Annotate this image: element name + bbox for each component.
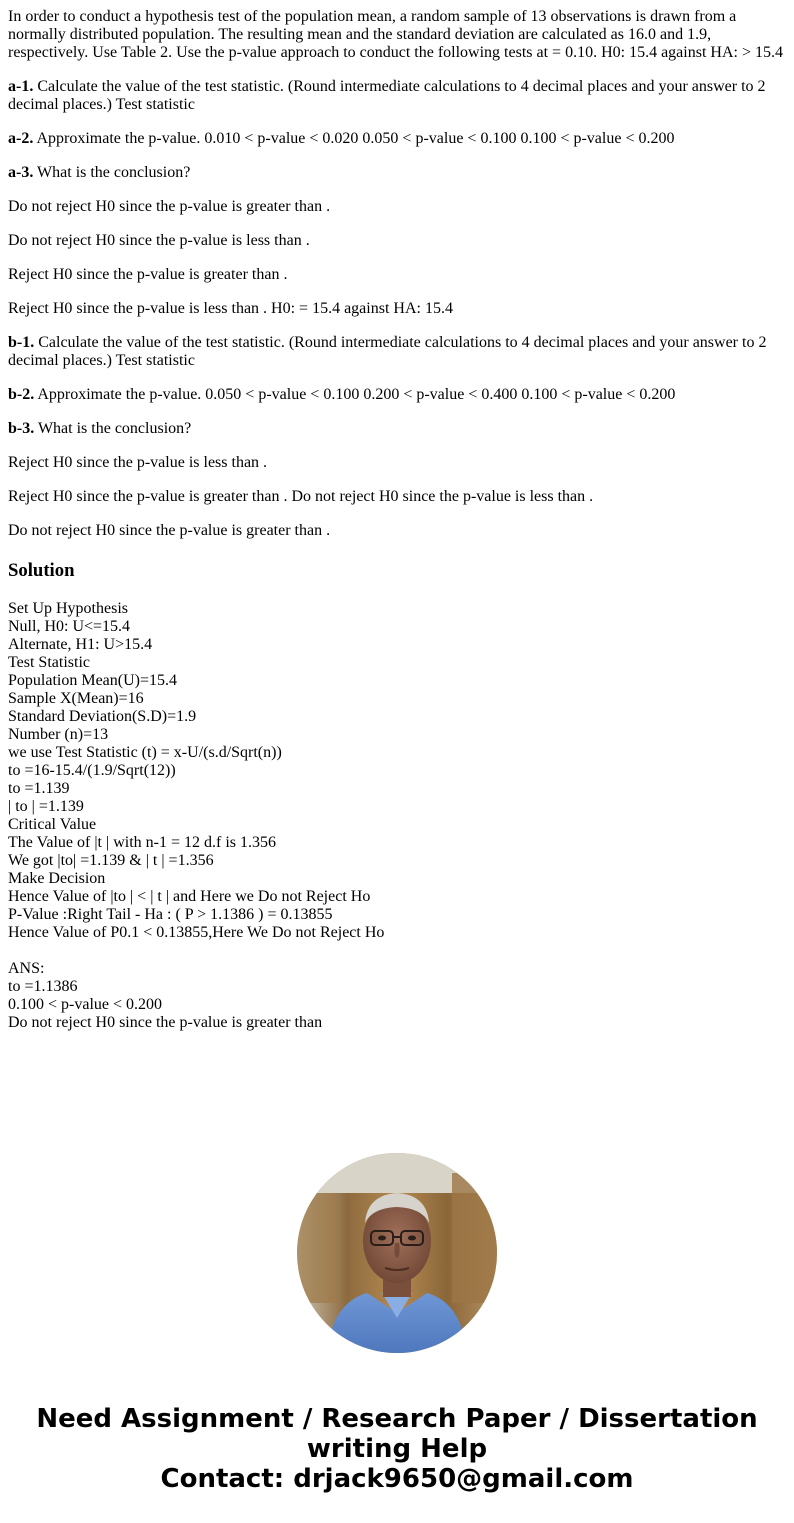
solution-line: to =1.139: [8, 780, 70, 797]
part-a1-text: Calculate the value of the test statistic. (Round intermediate calculations to 4 decimal places and your answer to 2 decimal places.) Test statistic: [8, 78, 766, 113]
answer-line: Do not reject H0 since the p-value is greater than: [8, 1014, 323, 1031]
part-b2-label: b-2.: [8, 386, 35, 403]
part-b1: [8, 334, 786, 370]
author-avatar: [297, 1153, 497, 1353]
part-b1-text: Calculate the value of the test statistic. (Round intermediate calculations to 4 decimal places and your answer to 2 decimal places.) Test statistic: [8, 334, 767, 369]
solution-line: Make Decision: [8, 870, 106, 887]
part-a2-label: a-2.: [8, 130, 34, 147]
part-b3-label: b-3.: [8, 420, 35, 437]
part-a2: [8, 130, 786, 148]
part-a3-label: a-3.: [8, 164, 34, 181]
promo-banner: [0, 1404, 794, 1494]
solution-line: to =16-15.4/(1.9/Sqrt(12)): [8, 762, 176, 779]
solution-line: Alternate, H1: U>15.4: [8, 636, 153, 653]
b3-option-1: Reject H0 since the p-value is less than .: [8, 454, 268, 471]
solution-line: Number (n)=13: [8, 726, 109, 743]
answer-line: to =1.1386: [8, 978, 78, 995]
solution-heading: Solution: [8, 560, 75, 581]
part-b3: [8, 420, 786, 438]
a3-option-4: Reject H0 since the p-value is less than . H0: = 15.4 against HA: 15.4: [8, 300, 453, 317]
part-b3-text: What is the conclusion?: [34, 420, 192, 437]
b3-option-2: Reject H0 since the p-value is greater than . Do not reject H0 since the p-value is less than .: [8, 488, 594, 505]
answer-block: [8, 960, 786, 1032]
solution-line: Set Up Hypothesis: [8, 600, 128, 617]
part-b2-text: Approximate the p-value. 0.050 < p-value < 0.100 0.200 < p-value < 0.400 0.100 < p-value < 0.200: [34, 386, 676, 403]
solution-line: we use Test Statistic (t) = x-U/(s.d/Sqrt(n)): [8, 744, 282, 761]
a3-option-1: Do not reject H0 since the p-value is greater than .: [8, 198, 331, 215]
solution-line: Sample X(Mean)=16: [8, 690, 144, 707]
solution-line: Test Statistic: [8, 654, 90, 671]
solution-line: | to | =1.139: [8, 798, 84, 815]
solution-line: The Value of |t | with n-1 = 12 d.f is 1.356: [8, 834, 276, 851]
document-content: [8, 8, 786, 1032]
part-a1-label: a-1.: [8, 78, 34, 95]
promo-line-1: Need Assignment / Research Paper / Dissertation: [36, 1404, 758, 1434]
promo-line-2: writing Help: [306, 1434, 488, 1464]
b3-option-3: Do not reject H0 since the p-value is greater than .: [8, 522, 331, 539]
solution-line: Population Mean(U)=15.4: [8, 672, 177, 689]
a3-option-3: Reject H0 since the p-value is greater than .: [8, 266, 288, 283]
promo-contact: Contact: drjack9650@gmail.com: [160, 1464, 634, 1494]
solution-line: Critical Value: [8, 816, 97, 833]
solution-body: [8, 600, 786, 942]
a3-option-2: Do not reject H0 since the p-value is less than .: [8, 232, 310, 249]
answer-line: 0.100 < p-value < 0.200: [8, 996, 163, 1013]
part-a3: [8, 164, 786, 182]
solution-line: Standard Deviation(S.D)=1.9: [8, 708, 197, 725]
solution-line: Hence Value of P0.1 < 0.13855,Here We Do not Reject Ho: [8, 924, 385, 941]
part-b1-label: b-1.: [8, 334, 35, 351]
solution-line: We got |to| =1.139 & | t | =1.356: [8, 852, 214, 869]
solution-line: P-Value :Right Tail - Ha : ( P > 1.1386 ) = 0.13855: [8, 906, 333, 923]
answer-line: ANS:: [8, 960, 45, 977]
part-b2: [8, 386, 786, 404]
part-a2-text: Approximate the p-value. 0.010 < p-value < 0.020 0.050 < p-value < 0.100 0.100 < p-value < 0.200: [33, 130, 675, 147]
solution-line: Null, H0: U<=15.4: [8, 618, 131, 635]
question-intro: In order to conduct a hypothesis test of the population mean, a random sample of 13 observations is drawn from a normally distributed population. The resulting mean and the standard deviation are calculated as 16.0 and 1.9, respectively. Use Table 2. Use the p-value approach to conduct the following tests at = 0.10. H0: 15.4 against HA: > 15.4: [8, 8, 783, 61]
part-a3-text: What is the conclusion?: [33, 164, 191, 181]
solution-line: Hence Value of |to | < | t | and Here we Do not Reject Ho: [8, 888, 371, 905]
part-a1: [8, 78, 786, 114]
